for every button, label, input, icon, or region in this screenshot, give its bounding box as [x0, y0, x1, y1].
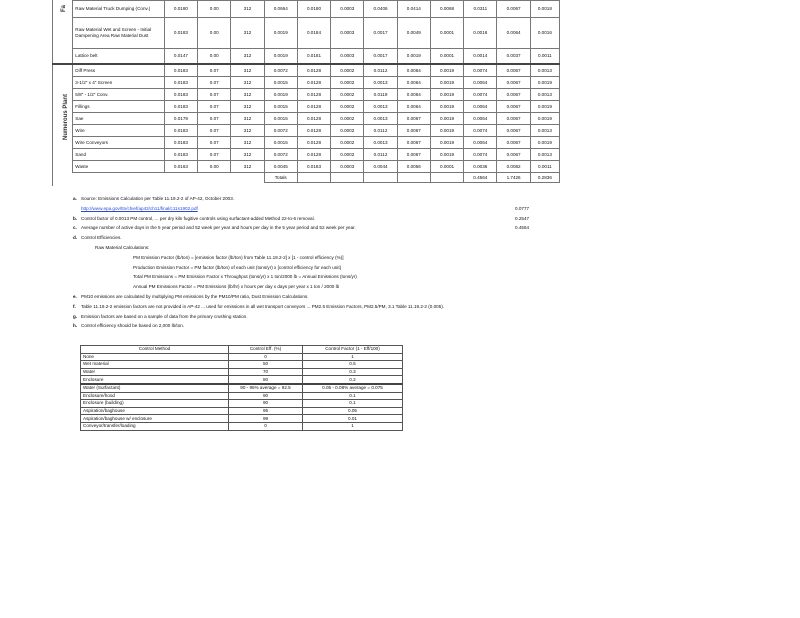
table-cell: 70 — [229, 368, 303, 376]
table-cell: 0.3 — [303, 368, 403, 376]
table-row — [52, 64, 560, 77]
totals-spacer — [52, 173, 73, 183]
footnote-line — [73, 292, 543, 302]
table-cell: 0.0019 — [530, 113, 559, 125]
table-row — [81, 353, 403, 361]
control-efficiency-table — [80, 345, 403, 431]
source-name: 3-1/2" x 4" Screen — [73, 77, 165, 89]
row-group-cell — [52, 113, 73, 125]
table-cell: 0.0019 — [530, 137, 559, 149]
table-cell: 1 — [303, 353, 403, 361]
table-cell: Enclosure (building) — [81, 400, 229, 408]
table-row — [81, 384, 403, 392]
table-cell: 0.0072 — [264, 64, 297, 77]
footnote-letter: h. — [73, 323, 78, 329]
facility-section-label: Fa — [61, 4, 67, 12]
footnotes — [73, 194, 543, 331]
table-cell: 0.0064 — [464, 137, 497, 149]
table-cell: 90 — [229, 392, 303, 400]
table-cell: Aspiration/baghouse w/ enclosure — [81, 415, 229, 423]
table-cell: 0.0013 — [364, 101, 397, 113]
footnote-text: Annual PM Emissions Factor = PM Emissions (lb/hr) x hours per day x days per year x 1 ton / 2000 lb — [133, 284, 340, 290]
table-cell: None — [81, 353, 229, 361]
source-name: Raw Material Wet and Screen - Initial Dampening Area Raw Material Dust — [73, 18, 165, 49]
table-cell: 0.0045 — [264, 161, 297, 173]
table-cell: 0.0019 — [530, 77, 559, 89]
table-cell: 50 — [229, 361, 303, 369]
row-group-cell — [52, 137, 73, 149]
totals-spacer — [73, 173, 165, 183]
table-cell: 312 — [231, 101, 264, 113]
table-row — [81, 422, 403, 430]
table-cell: 0.0015 — [264, 101, 297, 113]
footnote-text: Source: Emissions Calculation per Table 11.19.2-2 of AP-42, October 2003. — [81, 196, 235, 201]
table-cell: Water — [81, 368, 229, 376]
table-cell: 0.0067 — [497, 77, 530, 89]
table-row — [52, 101, 560, 113]
footnote-line — [73, 204, 543, 214]
table-row — [81, 361, 403, 369]
table-row — [81, 407, 403, 415]
table-cell: 0.0019 — [430, 89, 463, 101]
footnote-text: PM Emission Factor (lb/ton) = [emission factor (lb/ton) from Table 11.19.2-2] x [1 - control efficiency (%)] — [133, 254, 344, 260]
table-cell: 0.0181 — [297, 49, 330, 65]
footnote-line — [73, 194, 543, 204]
table-cell: 312 — [231, 18, 264, 49]
source-link[interactable]: http://www.epa.gov/ttn/chief/ap42/ch11/final/c11s1902.pdf — [81, 205, 198, 211]
table-cell: 0.0072 — [264, 125, 297, 137]
totals-empty-cell — [297, 173, 330, 183]
table-cell: 312 — [231, 64, 264, 77]
table-cell: 0.0067 — [397, 113, 430, 125]
table-cell: 0.0064 — [397, 101, 430, 113]
table-cell: 0.0001 — [430, 49, 463, 65]
table-row — [81, 400, 403, 408]
table-cell: 0.0128 — [297, 149, 330, 161]
table-cell: 0.0011 — [530, 49, 559, 65]
table-cell: 0.0015 — [264, 113, 297, 125]
table-cell: 0.0003 — [331, 18, 364, 49]
table-cell: 0.0019 — [430, 77, 463, 89]
table-cell: 312 — [231, 77, 264, 89]
table-row — [52, 137, 560, 149]
table-cell: 0.0183 — [164, 77, 197, 89]
table-row — [52, 49, 560, 65]
table-cell: 0.0019 — [430, 137, 463, 149]
footnote-value: 0.4564 — [515, 225, 530, 231]
table-cell: 0.0002 — [331, 113, 364, 125]
table-cell: 0.1 — [303, 400, 403, 408]
footnote-line — [73, 312, 543, 322]
table-cell: 0.0112 — [364, 64, 397, 77]
table-cell: 0.0017 — [364, 49, 397, 65]
table-cell: 0.0068 — [430, 1, 463, 18]
table-cell: 0.0074 — [464, 125, 497, 137]
table-row — [81, 392, 403, 400]
table-cell: 0.0064 — [464, 77, 497, 89]
footnote-text: Control factor of 0.0013 PM control, ... per dry kiln fugitive controls using surfactant-added Method 22-to-6 removal. — [81, 215, 315, 221]
table-cell: Wet material — [81, 361, 229, 369]
table-cell: 0.0015 — [264, 137, 297, 149]
table-cell: 0.07 — [198, 101, 231, 113]
table-cell: 0.0002 — [331, 149, 364, 161]
table-cell: 0.00 — [198, 49, 231, 65]
source-name: Wire Conveyors — [73, 137, 165, 149]
table-cell: 0.0002 — [331, 77, 364, 89]
table-cell: Enclosure — [81, 376, 229, 384]
totals-row — [52, 173, 560, 183]
table-cell: 0.0311 — [464, 1, 497, 18]
emissions-table-body — [52, 1, 560, 183]
table-cell: 0.0011 — [530, 161, 559, 173]
table-row — [52, 149, 560, 161]
table-cell: 0.0002 — [331, 137, 364, 149]
totals-empty-cell — [331, 173, 364, 183]
table-cell: 0.0183 — [164, 64, 197, 77]
totals-spacer — [164, 173, 197, 183]
table-cell: 0.0067 — [497, 1, 530, 18]
source-name: Wire — [73, 125, 165, 137]
row-group-cell — [52, 89, 73, 101]
table-cell: 0.0003 — [331, 49, 364, 65]
table-cell: 0.01 — [303, 415, 403, 423]
table-cell: 0.0128 — [297, 77, 330, 89]
table-cell: 0.0019 — [430, 101, 463, 113]
table-cell: Enclosure/hood — [81, 392, 229, 400]
table-cell: 0.0019 — [430, 149, 463, 161]
numerous-plant-section-label: Numerous Plant — [63, 93, 69, 140]
table-cell: 0.0067 — [497, 149, 530, 161]
table-cell: 0.5 — [303, 361, 403, 369]
table-cell: 99 — [229, 415, 303, 423]
table-cell: 0.07 — [198, 64, 231, 77]
table-cell: 0.1 — [303, 392, 403, 400]
table-cell: 90 — [229, 400, 303, 408]
table-cell: 0.0019 — [530, 101, 559, 113]
table-cell: 0.0128 — [297, 113, 330, 125]
table-cell: 0.0406 — [364, 1, 397, 18]
table-cell: 0.0128 — [297, 101, 330, 113]
table-row — [52, 77, 560, 89]
table-cell: 0.0002 — [331, 125, 364, 137]
table-cell: 0.0183 — [164, 89, 197, 101]
table-cell: 1 — [303, 422, 403, 430]
table-cell: 0.0014 — [464, 49, 497, 65]
table-cell: 0.07 — [198, 125, 231, 137]
table-cell: 0.0112 — [364, 149, 397, 161]
table-cell: 312 — [231, 113, 264, 125]
footnote-text: Table 11.19.2-2 emission factors are not provided in AP-42 ... used for emissions in all wet transport conveyors ... PM2.5 Emission Factors, PM2.5/PM, 3.1 Table 11.19.2-2 (0.005). — [81, 303, 445, 309]
emissions-table — [52, 0, 560, 183]
table-cell: 0.0074 — [464, 149, 497, 161]
table-cell: 95 — [229, 407, 303, 415]
emissions-worksheet — [52, 0, 560, 183]
table-cell: 312 — [231, 89, 264, 101]
table-cell: 0.0002 — [331, 89, 364, 101]
table-cell: 0.0019 — [430, 113, 463, 125]
footnote-line — [73, 321, 543, 331]
footnote-line — [73, 253, 543, 263]
row-group-cell — [52, 1, 73, 18]
table-cell: 0.0013 — [364, 77, 397, 89]
table-cell: 0.0163 — [164, 161, 197, 173]
table-row — [52, 125, 560, 137]
footnote-text: Control efficiency should be based on 2,000 lb/ton. — [81, 323, 185, 329]
table-row — [52, 113, 560, 125]
table-cell: 0.2 — [303, 376, 403, 384]
table-cell: 0.07 — [198, 113, 231, 125]
table-cell: 0.0183 — [164, 125, 197, 137]
table-cell: 0.0001 — [430, 18, 463, 49]
table-cell: 0 — [229, 353, 303, 361]
table-cell: 0.0016 — [464, 18, 497, 49]
control-table-header — [81, 346, 403, 354]
table-cell: 312 — [231, 1, 264, 18]
footnote-letter: a. — [73, 196, 77, 201]
table-cell: 0.0119 — [364, 89, 397, 101]
table-cell: 0.0067 — [497, 101, 530, 113]
totals-spacer — [198, 173, 231, 183]
table-cell: 0.0067 — [397, 125, 430, 137]
source-name: Diff Press — [73, 64, 165, 77]
table-cell: 0.0067 — [497, 125, 530, 137]
footnote-value: 0.0777 — [515, 205, 530, 211]
table-cell: Conveyor/transfer/loading — [81, 422, 229, 430]
column-header: Control Method — [81, 346, 229, 354]
table-cell: 0.07 — [198, 149, 231, 161]
table-cell: 0.0183 — [164, 149, 197, 161]
table-cell: 312 — [231, 49, 264, 65]
table-cell: 0.05 — [303, 407, 403, 415]
table-cell: 0.0074 — [464, 89, 497, 101]
row-group-cell — [52, 18, 73, 49]
table-cell: 0.0180 — [297, 1, 330, 18]
table-cell: 0.0064 — [397, 64, 430, 77]
table-row — [52, 18, 560, 49]
source-name: Sand — [73, 149, 165, 161]
footnote-letter: e. — [73, 293, 77, 299]
table-cell: 0.00 — [198, 161, 231, 173]
table-cell: 0.0056 — [397, 161, 430, 173]
source-name: 5/8" - 1/2" Conv. — [73, 89, 165, 101]
table-cell: 0.0018 — [530, 1, 559, 18]
table-row — [81, 376, 403, 384]
footnote-text: Raw Material Calculations: — [95, 244, 150, 250]
table-cell: 0.0067 — [497, 137, 530, 149]
table-cell: 0.0013 — [530, 149, 559, 161]
table-cell: 0.0013 — [364, 137, 397, 149]
table-cell: 312 — [231, 137, 264, 149]
table-cell: 0.0067 — [397, 149, 430, 161]
footnote-letter: g. — [73, 313, 78, 319]
totals-value: 0.4564 — [464, 173, 497, 183]
table-row — [81, 415, 403, 423]
table-cell: 0.0001 — [430, 161, 463, 173]
column-header: Control Factor (1 - Eff/100) — [303, 346, 403, 354]
table-cell: 0.0064 — [464, 101, 497, 113]
footnote-line — [73, 302, 543, 312]
table-cell: 0.0002 — [331, 64, 364, 77]
table-cell: 0.0664 — [264, 1, 297, 18]
table-cell: 0.0082 — [497, 161, 530, 173]
table-cell: Water (Surfactant) — [81, 384, 229, 392]
table-cell: 0.0183 — [164, 18, 197, 49]
table-cell: 0.0019 — [264, 89, 297, 101]
table-cell: 0.0147 — [164, 49, 197, 65]
source-name: Sae — [73, 113, 165, 125]
footnote-text: Production Emission Factor = PM factor (lb/ton) of each unit (tons/yr) x [control efficiency for each unit] — [133, 264, 341, 270]
table-cell: 0.0064 — [464, 113, 497, 125]
table-cell: 0.0064 — [397, 89, 430, 101]
table-cell: 0.0013 — [364, 113, 397, 125]
table-cell: 90 - 95% average = 92.5 — [229, 384, 303, 392]
table-cell: 0.07 — [198, 89, 231, 101]
table-cell: 0.0036 — [464, 161, 497, 173]
totals-empty-cell — [364, 173, 397, 183]
table-cell: 0.0072 — [264, 149, 297, 161]
table-cell: 0.0003 — [331, 161, 364, 173]
footnote-line — [73, 243, 543, 253]
footnote-text: Average number of active days in the 5 year period and 52 week per year and hours per day in the 5 year period and 52 week per year. — [81, 225, 356, 231]
table-cell: 0.0128 — [297, 137, 330, 149]
table-cell: 0.0183 — [164, 137, 197, 149]
footnote-text: Emission factors are based on a sample of data from the primary crushing station. — [81, 313, 248, 319]
row-group-cell — [52, 77, 73, 89]
table-cell: 0.0183 — [164, 101, 197, 113]
table-cell: 0.0183 — [297, 161, 330, 173]
table-cell: 0.0013 — [530, 89, 559, 101]
table-cell: 0.0002 — [331, 101, 364, 113]
table-cell: 0.0015 — [264, 77, 297, 89]
source-name: Fillings — [73, 101, 165, 113]
footnote-line — [73, 233, 543, 243]
totals-empty-cell — [430, 173, 463, 183]
footnote-letter: d. — [73, 235, 78, 241]
table-cell: 312 — [231, 149, 264, 161]
column-header: Control Eff. (%) — [229, 346, 303, 354]
footnote-letter: b. — [73, 215, 78, 221]
table-cell: 0.0067 — [497, 64, 530, 77]
table-cell: 0.0180 — [164, 1, 197, 18]
table-cell: 0.0112 — [364, 125, 397, 137]
table-cell: 0.0019 — [430, 64, 463, 77]
table-cell: 0.0049 — [397, 18, 430, 49]
table-cell: 0.0044 — [364, 161, 397, 173]
table-cell: Aspiration/baghouse — [81, 407, 229, 415]
footnote-letter: c. — [73, 225, 77, 231]
totals-value: 0.2836 — [530, 173, 559, 183]
footnote-text: Control Efficiencies. — [81, 235, 122, 241]
table-cell: 0.0003 — [331, 1, 364, 18]
row-group-cell — [52, 161, 73, 173]
table-cell: 0.0128 — [297, 89, 330, 101]
footnote-line — [73, 272, 543, 282]
table-cell: 0.00 — [198, 18, 231, 49]
table-cell: 0.0067 — [497, 89, 530, 101]
source-name: Raw Material Truck Dumping (Conv.) — [73, 1, 165, 18]
footnote-line — [73, 214, 543, 224]
table-cell: 0.07 — [198, 77, 231, 89]
table-cell: 312 — [231, 125, 264, 137]
table-cell: 0.0016 — [530, 18, 559, 49]
totals-spacer — [231, 173, 264, 183]
table-cell: 0.0013 — [530, 125, 559, 137]
table-cell: 0.0067 — [397, 137, 430, 149]
row-group-cell — [52, 125, 73, 137]
row-group-cell — [52, 101, 73, 113]
table-cell: 0.0017 — [364, 18, 397, 49]
table-cell: 0.0019 — [430, 125, 463, 137]
footnote-text: PM10 emissions are calculated by multiplying PM emissions by the PM10/PM ratio, Dust Emission Calculations. — [81, 293, 309, 299]
table-cell: 0.05 - 0.08% average = 0.075 — [303, 384, 403, 392]
table-cell: 0.0019 — [264, 18, 297, 49]
table-cell: 80 — [229, 376, 303, 384]
table-cell: 0.00 — [198, 1, 231, 18]
row-group-cell — [52, 64, 73, 77]
table-cell: 0.07 — [198, 137, 231, 149]
control-efficiency-table-body — [81, 346, 403, 431]
table-cell: 0.0074 — [464, 64, 497, 77]
table-cell: 0.0184 — [297, 18, 330, 49]
totals-empty-cell — [397, 173, 430, 183]
source-name: Waste — [73, 161, 165, 173]
table-cell: 0.0067 — [497, 113, 530, 125]
row-group-cell — [52, 49, 73, 65]
table-cell: 0.0019 — [397, 49, 430, 65]
table-cell: 0.0013 — [530, 64, 559, 77]
table-cell: 0.0037 — [497, 49, 530, 65]
footnote-line — [73, 282, 543, 292]
footnote-line — [73, 263, 543, 273]
row-group-cell — [52, 149, 73, 161]
footnote-line — [73, 223, 543, 233]
footnote-value: 0.2547 — [515, 215, 530, 221]
table-row — [52, 89, 560, 101]
footnote-text: Total PM Emissions = PM Emission Factor x Throughput (tons/yr) x 1 ton/2000 lb = Annual Emissions (tons/yr) — [133, 274, 357, 280]
table-cell: 312 — [231, 161, 264, 173]
table-cell: 0.0128 — [297, 64, 330, 77]
table-cell: 0.0064 — [497, 18, 530, 49]
table-cell: 0.0128 — [297, 125, 330, 137]
table-row — [52, 1, 560, 18]
source-name: Lattice belt — [73, 49, 165, 65]
table-cell: 0.0064 — [397, 77, 430, 89]
table-row — [81, 368, 403, 376]
table-cell: 0.0179 — [164, 113, 197, 125]
table-row — [52, 161, 560, 173]
totals-label: Totals — [264, 173, 297, 183]
table-cell: 0.0414 — [397, 1, 430, 18]
footnote-letter: f. — [73, 303, 76, 309]
totals-value: 1.7426 — [497, 173, 530, 183]
table-cell: 0 — [229, 422, 303, 430]
table-cell: 0.0019 — [264, 49, 297, 65]
